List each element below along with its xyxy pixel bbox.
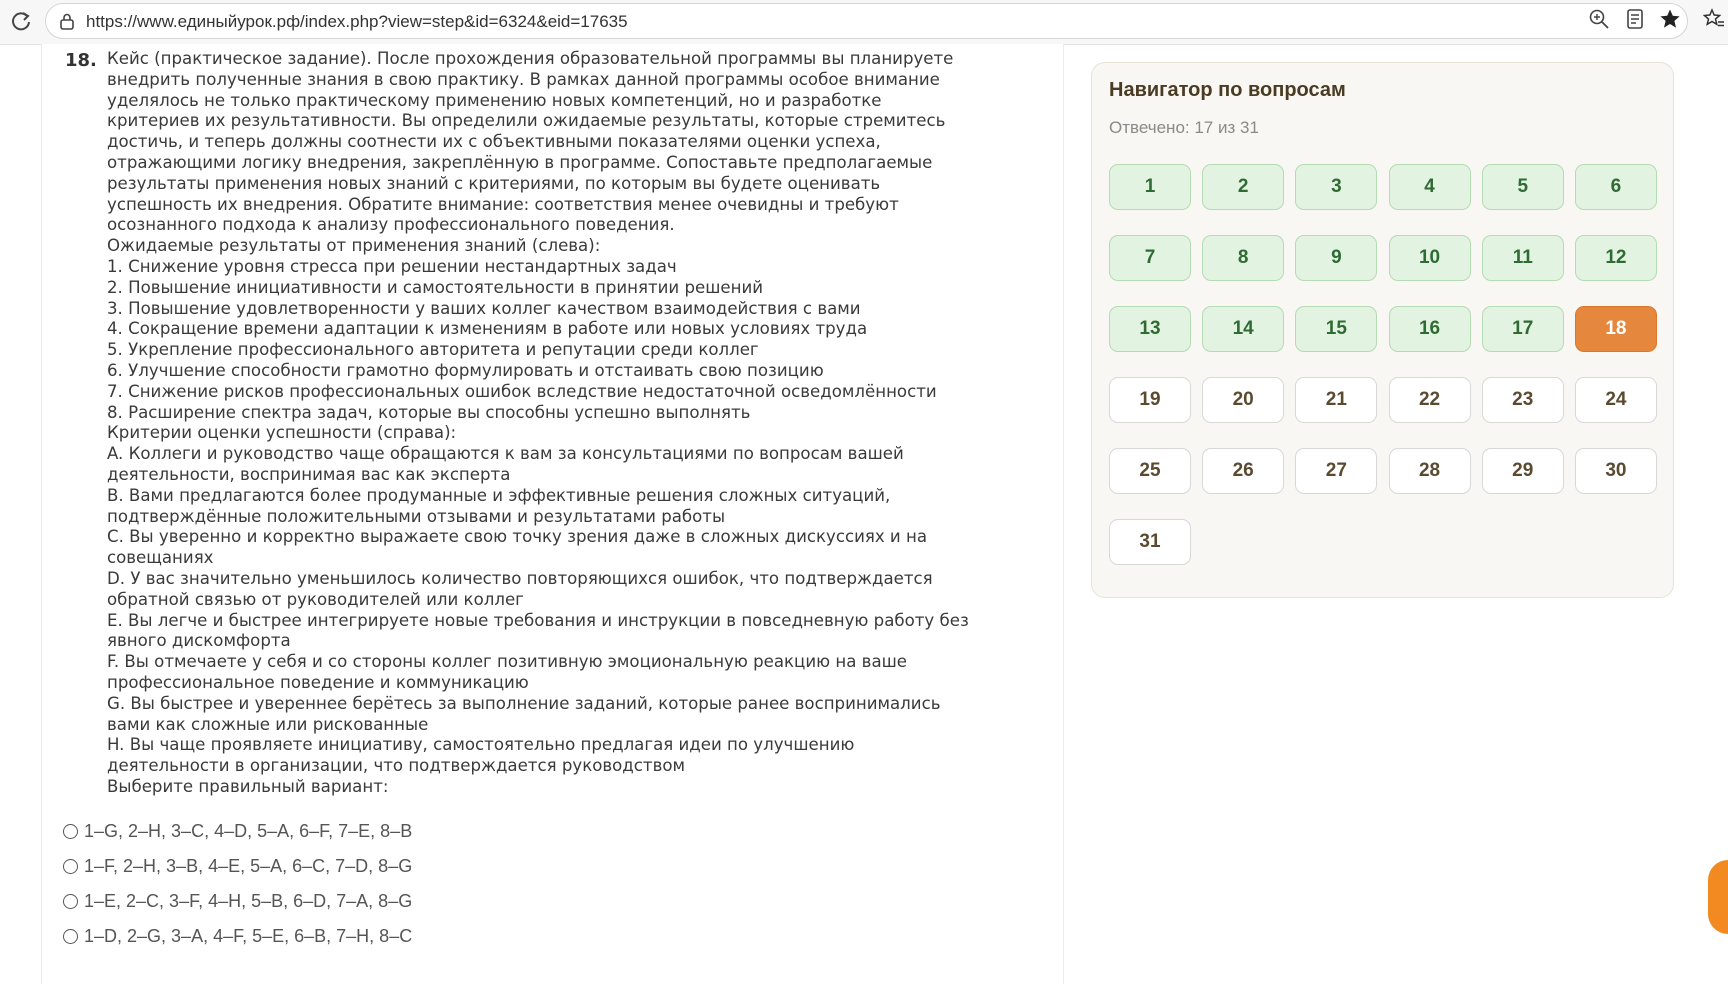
question-nav-button[interactable]: 8: [1202, 235, 1284, 281]
question-text-line: результаты применения новых знаний с критериями, по которым вы будете оценивать: [107, 173, 881, 193]
question-nav-button[interactable]: 20: [1202, 377, 1284, 423]
question-text-line: вами как сложные или рискованные: [107, 714, 429, 734]
question-text-line: 5. Укрепление профессионального авторитета и репутации среди коллег: [107, 340, 759, 360]
radio-button[interactable]: [63, 824, 78, 839]
question-nav-button[interactable]: 18: [1575, 306, 1657, 352]
question-nav-button[interactable]: 2: [1202, 164, 1284, 210]
question-nav-button[interactable]: 28: [1389, 448, 1471, 494]
question-nav-button[interactable]: 24: [1575, 377, 1657, 423]
radio-button[interactable]: [63, 929, 78, 944]
answer-option-label: 1–G, 2–H, 3–C, 4–D, 5–A, 6–F, 7–E, 8–B: [84, 821, 413, 841]
question-text-line: A. Коллеги и руководство чаще обращаются к вам за консультациями по вопросам вашей: [107, 444, 904, 464]
question-text-line: обратной связью от руководителей или коллег: [107, 589, 524, 609]
question-text-line: осознанного подхода к анализу профессионального поведения.: [107, 215, 675, 235]
question-nav-button[interactable]: 3: [1295, 164, 1377, 210]
radio-button[interactable]: [63, 859, 78, 874]
question-nav-button[interactable]: 25: [1109, 448, 1191, 494]
question-nav-button[interactable]: 23: [1482, 377, 1564, 423]
question-nav-button[interactable]: 22: [1389, 377, 1471, 423]
reader-mode-icon[interactable]: [1624, 8, 1646, 30]
question-text-line: Ожидаемые результаты от применения знаний (слева):: [107, 236, 601, 256]
question-text-line: критериев их результативности. Вы определили ожидаемые результаты, которые стремитесь: [107, 111, 946, 131]
question-text-line: 3. Повышение удовлетворенности у ваших коллег качеством взаимодействия с вами: [107, 298, 861, 318]
answer-option[interactable]: [63, 884, 412, 919]
question-nav-button[interactable]: 31: [1109, 519, 1191, 565]
question-text-line: Критерии оценки успешности (справа):: [107, 423, 457, 443]
answer-option-label: 1–D, 2–G, 3–A, 4–F, 5–E, 6–B, 7–H, 8–C: [84, 926, 413, 946]
question-text-line: E. Вы легче и быстрее интегрируете новые требования и инструкции в повседневную работу без: [107, 610, 969, 630]
question-nav-button[interactable]: 29: [1482, 448, 1564, 494]
question-nav-button[interactable]: 16: [1389, 306, 1471, 352]
reload-icon[interactable]: [8, 8, 34, 34]
question-nav-button[interactable]: 12: [1575, 235, 1657, 281]
answer-option[interactable]: [63, 814, 412, 849]
address-bar[interactable]: [45, 3, 1688, 39]
question-text-line: 6. Улучшение способности грамотно формулировать и отстаивать свою позицию: [107, 360, 824, 380]
answered-status: Отвечено: 17 из 31: [1109, 118, 1259, 137]
question-nav-button[interactable]: 5: [1482, 164, 1564, 210]
question-nav-button[interactable]: 13: [1109, 306, 1191, 352]
question-text-line: деятельности в организации, что подтверждается руководством: [107, 756, 686, 776]
question-text-line: H. Вы чаще проявляете инициативу, самостоятельно предлагая идеи по улучшению: [107, 735, 855, 755]
question-text-line: 7. Снижение рисков профессиональных ошибок вследствие недостаточной осведомлённости: [107, 381, 937, 401]
question-nav-button[interactable]: 14: [1202, 306, 1284, 352]
question-text-line: 1. Снижение уровня стресса при решении нестандартных задач: [107, 256, 677, 276]
zoom-icon[interactable]: [1588, 8, 1610, 30]
question-nav-button[interactable]: 10: [1389, 235, 1471, 281]
question-nav-button[interactable]: 27: [1295, 448, 1377, 494]
question-text-line: уделялось не только практическому применению новых компетенций, но и разработке: [107, 90, 882, 110]
question-text-line: подтверждённые положительными отзывами и результатами работы: [107, 506, 726, 526]
question-number: 18.: [65, 50, 97, 71]
question-navigator: [1091, 62, 1674, 598]
question-text-line: B. Вами предлагаются более продуманные и эффективные решения сложных ситуаций,: [107, 485, 891, 505]
question-text-line: отражающими логику внедрения, закреплённую в программе. Сопоставьте предполагаемые: [107, 152, 933, 172]
question-text-line: профессиональное поведение и коммуникацию: [107, 672, 529, 692]
question-nav-button[interactable]: 21: [1295, 377, 1377, 423]
browser-toolbar: [0, 0, 1728, 45]
answer-option-label: 1–F, 2–H, 3–B, 4–E, 5–A, 6–C, 7–D, 8–G: [84, 856, 413, 876]
question-nav-button[interactable]: 30: [1575, 448, 1657, 494]
question-nav-button[interactable]: 26: [1202, 448, 1284, 494]
question-text-line: C. Вы уверенно и корректно выражаете свою точку зрения даже в сложных дискуссиях и на: [107, 527, 928, 547]
question-grid: [1109, 164, 1659, 565]
answer-options: [63, 814, 412, 954]
answer-option[interactable]: [63, 849, 412, 884]
question-nav-button[interactable]: 1: [1109, 164, 1191, 210]
question-text-line: внедрить полученные знания в свою практику. В рамках данной программы особое внимание: [107, 69, 940, 89]
floating-widget-button[interactable]: [1708, 860, 1728, 934]
question-text-line: совещаниях: [107, 548, 214, 568]
question-text: [107, 49, 1057, 798]
answer-option-label: 1–E, 2–C, 3–F, 4–H, 5–B, 6–D, 7–A, 8–G: [84, 891, 413, 911]
bookmark-star-icon[interactable]: [1659, 8, 1681, 30]
question-text-line: явного дискомфорта: [107, 631, 291, 651]
question-text-line: успешность их внедрения. Обратите внимание: соответствия менее очевидны и требуют: [107, 194, 899, 214]
question-text-line: 8. Расширение спектра задач, которые вы способны успешно выполнять: [107, 402, 751, 422]
radio-button[interactable]: [63, 894, 78, 909]
question-text-line: деятельности, воспринимая вас как эксперта: [107, 464, 511, 484]
question-text-line: 4. Сокращение времени адаптации к изменениям в работе или новых условиях труда: [107, 319, 868, 339]
question-nav-button[interactable]: 9: [1295, 235, 1377, 281]
url-text[interactable]: https://www.единыйурок.рф/index.php?view=step&id=6324&eid=17635: [86, 12, 628, 31]
question-text-line: D. У вас значительно уменьшилось количество повторяющихся ошибок, что подтверждается: [107, 568, 933, 588]
question-text-line: Выберите правильный вариант:: [107, 776, 389, 796]
answer-option[interactable]: [63, 919, 412, 954]
question-nav-button[interactable]: 15: [1295, 306, 1377, 352]
question-text-line: G. Вы быстрее и увереннее берётесь за выполнение заданий, которые ранее воспринимались: [107, 693, 941, 713]
question-nav-button[interactable]: 17: [1482, 306, 1564, 352]
question-nav-button[interactable]: 6: [1575, 164, 1657, 210]
question-text-line: достичь, и теперь должны соотнести их с объективными показателями оценки успеха,: [107, 132, 881, 152]
question-nav-button[interactable]: 11: [1482, 235, 1564, 281]
question-nav-button[interactable]: 19: [1109, 377, 1191, 423]
favorites-icon[interactable]: [1703, 8, 1725, 30]
question-nav-button[interactable]: 4: [1389, 164, 1471, 210]
question-text-line: F. Вы отмечаете у себя и со стороны коллег позитивную эмоциональную реакцию на ваше: [107, 652, 907, 672]
question-nav-button[interactable]: 7: [1109, 235, 1191, 281]
lock-icon[interactable]: [58, 12, 76, 30]
question-text-line: 2. Повышение инициативности и самостоятельности в принятии решений: [107, 277, 764, 297]
question-text-line: Кейс (практическое задание). После прохождения образовательной программы вы планируете: [107, 49, 954, 68]
navigator-title: Навигатор по вопросам: [1109, 79, 1346, 101]
